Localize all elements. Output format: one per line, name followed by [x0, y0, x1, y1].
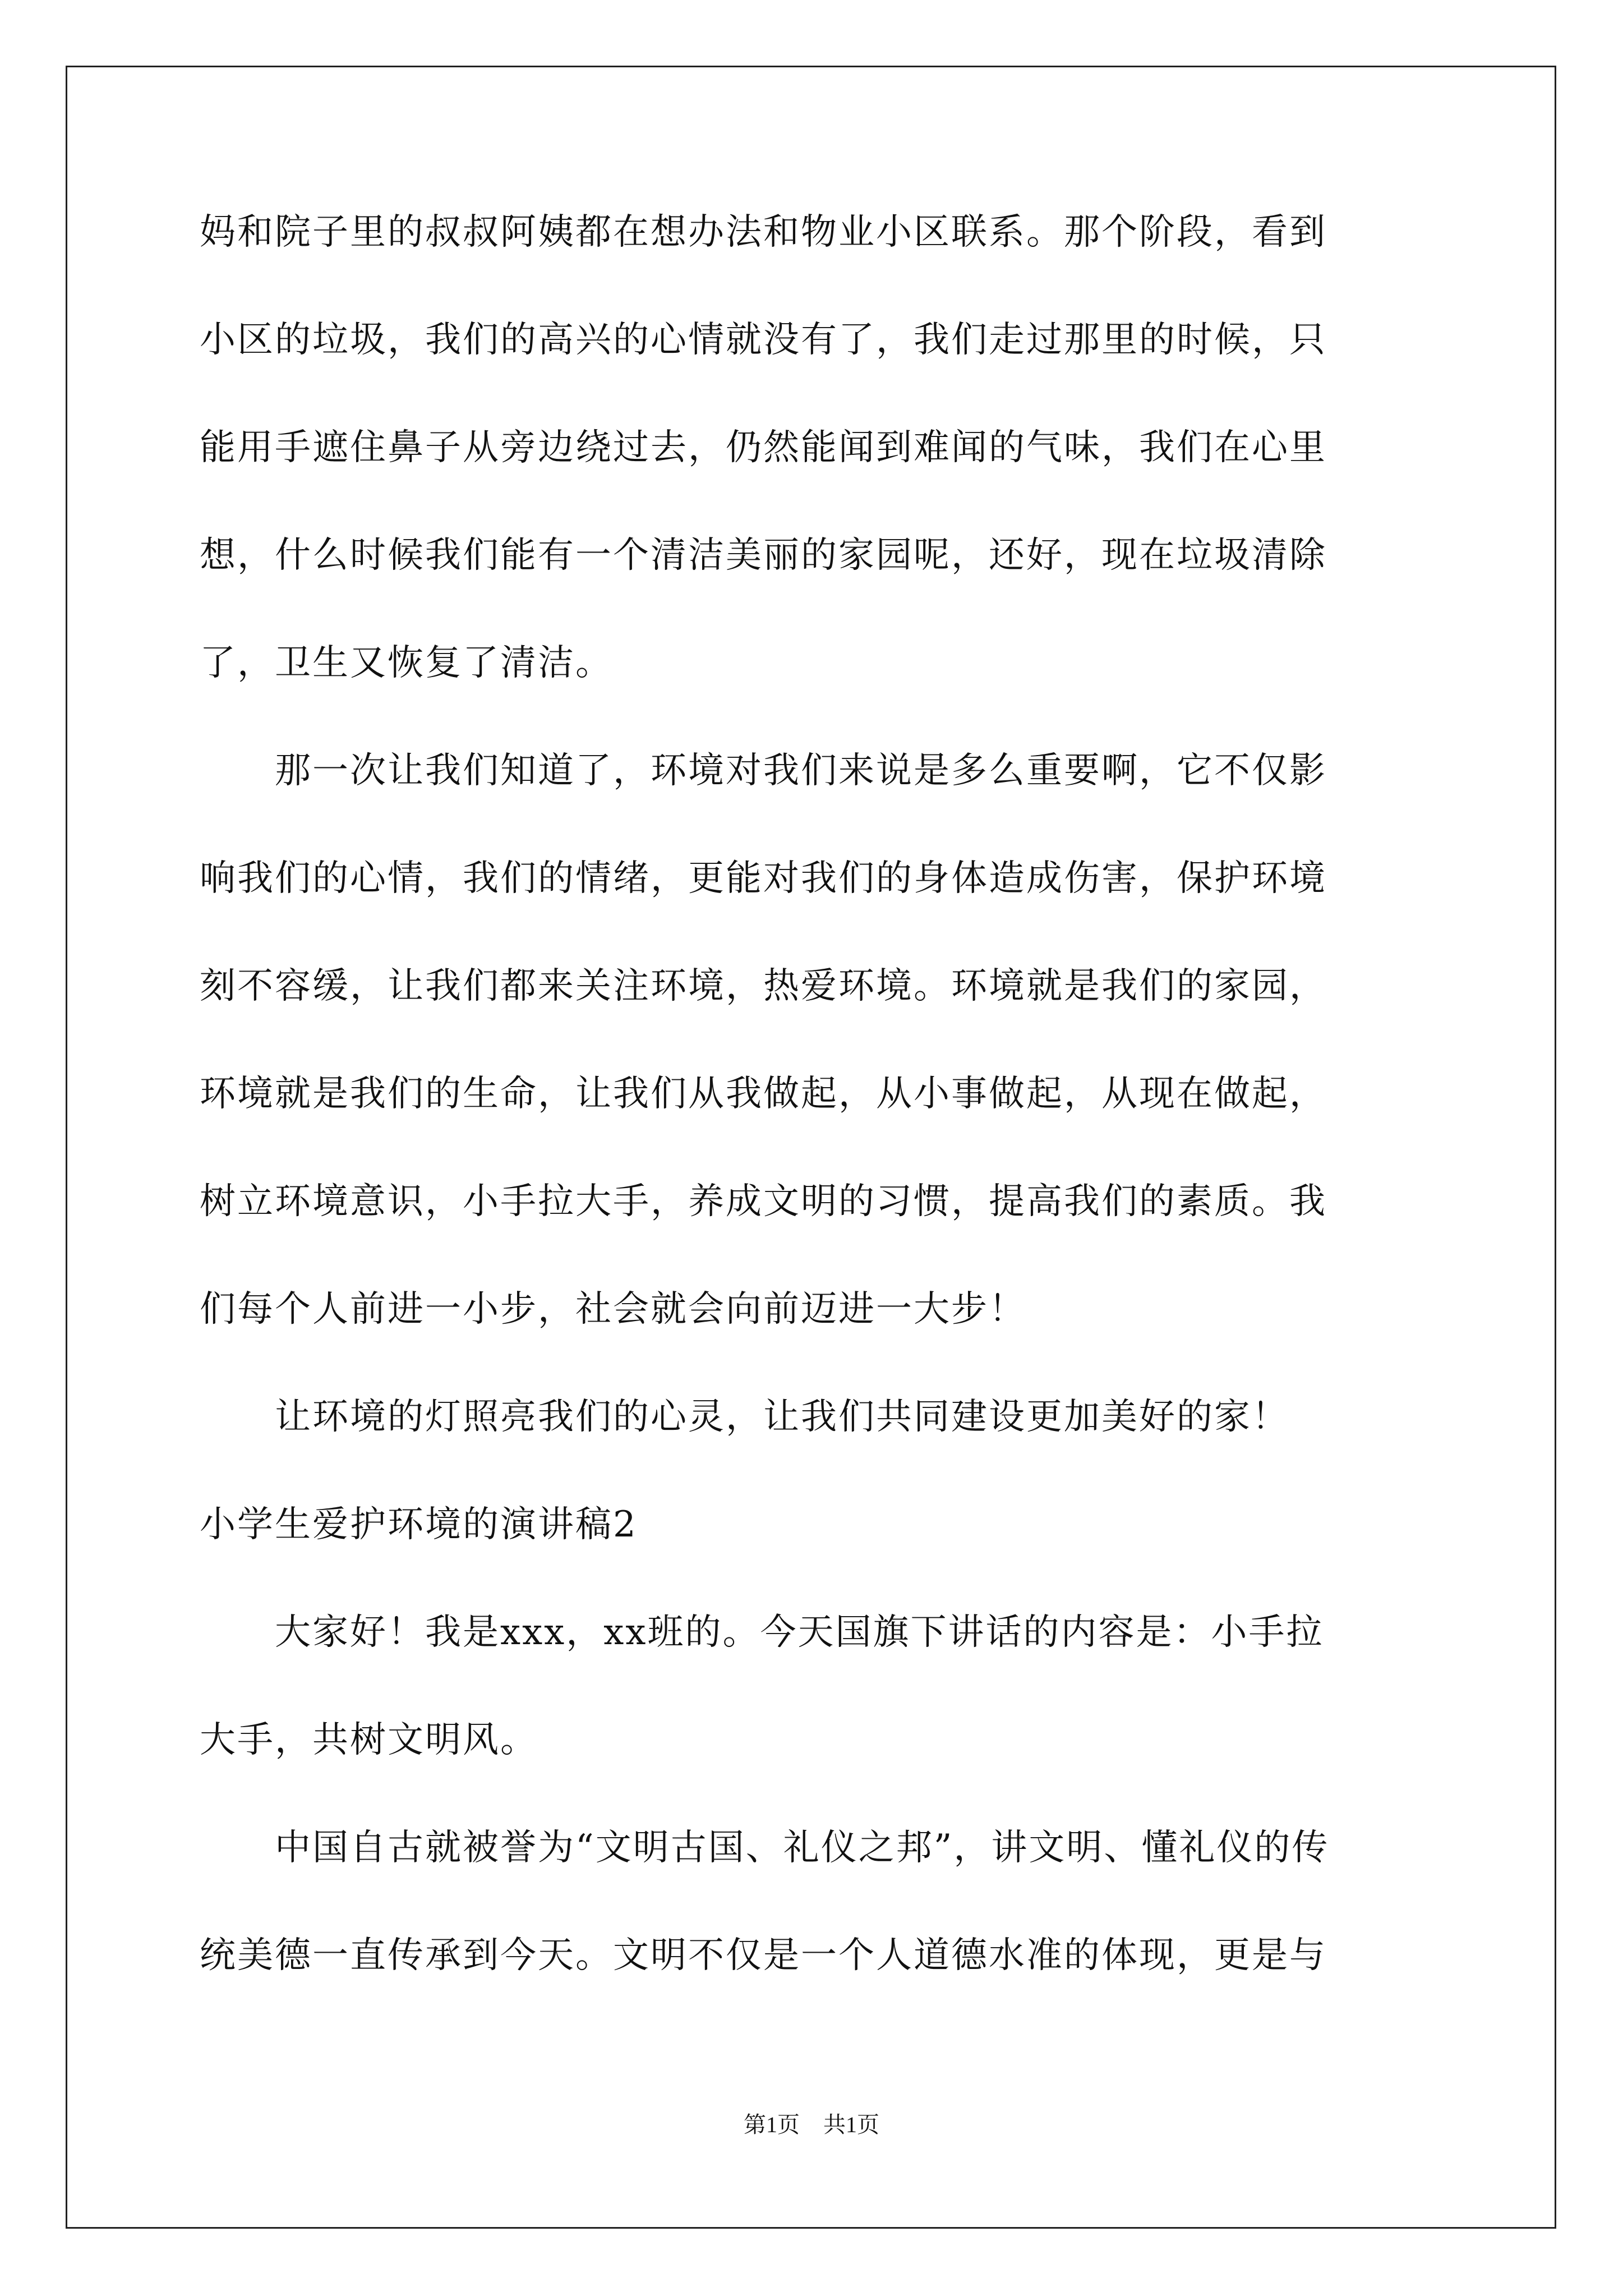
text-line: 树立环境意识，小手拉大手，养成文明的习惯，提高我们的素质。我: [200, 1181, 1327, 1222]
text-line: 大家好！我是xxx，xx班的。今天国旗下讲话的内容是：小手拉: [200, 1612, 1324, 1653]
page-number: 第1页: [744, 2112, 800, 2137]
text-line: 中国自古就被誉为“文明古国、礼仪之邦”，讲文明、懂礼仪的传: [200, 1827, 1330, 1869]
section-heading: 小学生爱护环境的演讲稿2: [200, 1504, 638, 1545]
text-line: 了，卫生又恢复了清洁。: [200, 642, 613, 684]
text-line: 们每个人前进一小步，社会就会向前迈进一大步！: [200, 1289, 1026, 1330]
text-line: 那一次让我们知道了，环境对我们来说是多么重要啊，它不仅影: [200, 750, 1327, 792]
text-line: 大手，共树文明风。: [200, 1719, 538, 1761]
text-line: 能用手遮住鼻子从旁边绕过去，仍然能闻到难闻的气味，我们在心里: [200, 427, 1327, 468]
text-line: 小区的垃圾，我们的高兴的心情就没有了，我们走过那里的时候，只: [200, 319, 1327, 361]
text-line: 响我们的心情，我们的情绪，更能对我们的身体造成伤害，保护环境: [200, 858, 1327, 899]
text-line: 刻不容缓，让我们都来关注环境，热爱环境。环境就是我们的家园，: [200, 965, 1327, 1007]
text-line: 环境就是我们的生命，让我们从我做起，从小事做起，从现在做起，: [200, 1073, 1327, 1115]
text-line: 统美德一直传承到今天。文明不仅是一个人道德水准的体现，更是与: [200, 1935, 1327, 1976]
text-line: 妈和院子里的叔叔阿姨都在想办法和物业小区联系。那个阶段，看到: [200, 211, 1327, 253]
text-line: 让环境的灯照亮我们的心灵，让我们共同建设更加美好的家！: [200, 1396, 1289, 1438]
page-total: 共1页: [823, 2112, 879, 2137]
page-footer: [0, 2111, 1623, 2138]
text-line: 想，什么时候我们能有一个清洁美丽的家园呢，还好，现在垃圾清除: [200, 535, 1327, 576]
document-body: [200, 205, 1433, 2036]
